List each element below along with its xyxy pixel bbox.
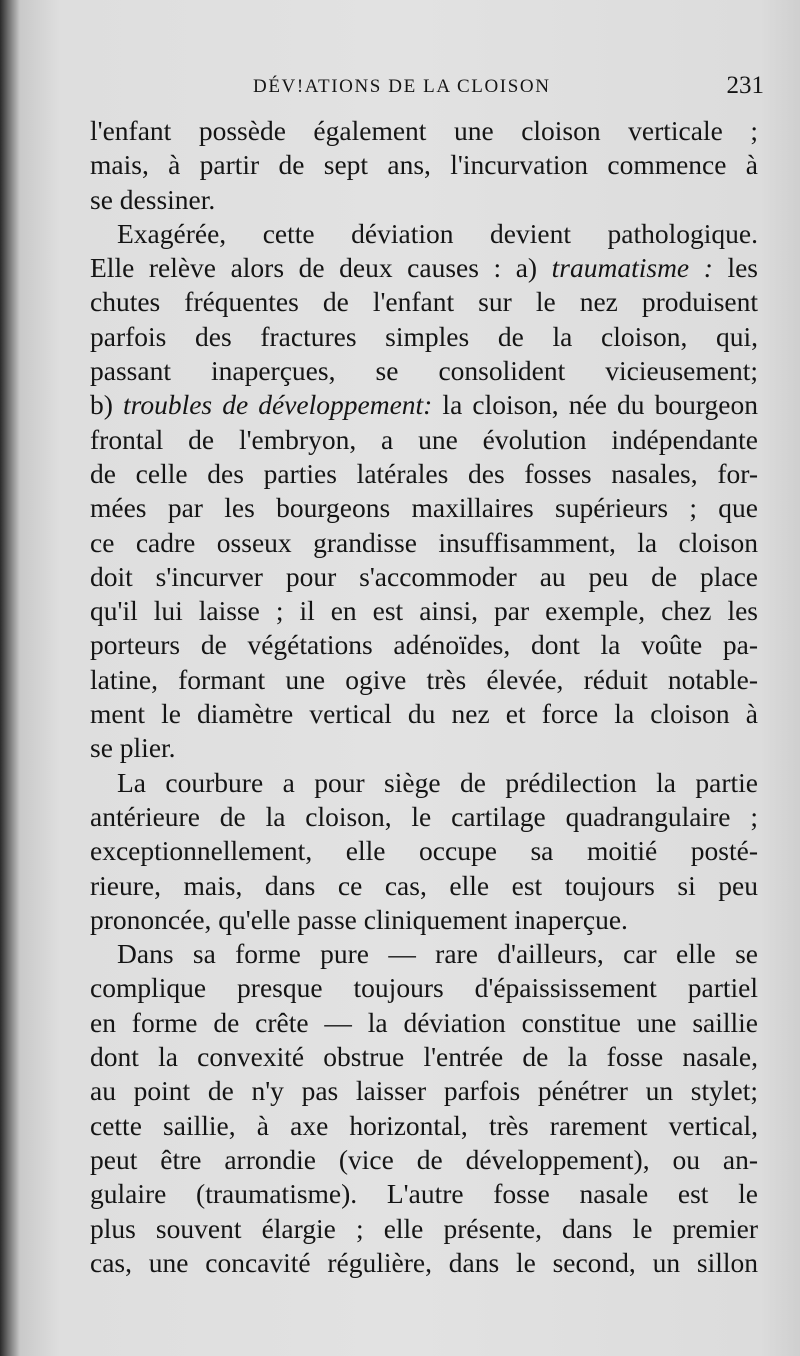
text-line: cette saillie, à axe horizontal, très rarement vertical, xyxy=(90,1109,758,1141)
text-line: gulaire (traumatisme). L'autre fosse nasale est le xyxy=(90,1178,758,1210)
italic-term: troubles de développement: xyxy=(123,389,433,421)
text-line: passant inaperçues, se consolident vicieusement; xyxy=(90,355,758,387)
text-line: de celle des parties latérales des fosses nasales, for- xyxy=(90,457,758,489)
text-line: en forme de crête — la déviation constitue une saillie xyxy=(90,1006,758,1038)
body-text xyxy=(90,114,758,1280)
text-line: peut être arrondie (vice de développement), ou an- xyxy=(90,1143,758,1175)
text-line: ment le diamètre vertical du nez et force la cloison à xyxy=(90,698,758,730)
text-line: antérieure de la cloison, le cartilage quadrangulaire ; xyxy=(90,800,758,832)
text-line: chutes fréquentes de l'enfant sur le nez produisent xyxy=(90,286,758,318)
text-line: complique presque toujours d'épaississement partiel xyxy=(90,972,758,1004)
text-line: doit s'incurver pour s'accommoder au peu de place xyxy=(90,560,758,592)
running-title: DÉV!ATIONS DE LA CLOISON xyxy=(253,76,551,97)
text-line: frontal de l'embryon, a une évolution indépendante xyxy=(90,423,758,455)
paragraph-start-line: La courbure a pour siège de prédilection la partie xyxy=(117,766,758,798)
text-line: se plier. xyxy=(90,732,176,764)
text-line: prononcée, qu'elle passe cliniquement inaperçue. xyxy=(90,903,628,935)
text-line: plus souvent élargie ; elle présente, dans le premier xyxy=(90,1212,758,1244)
text-line: qu'il lui laisse ; il en est ainsi, par exemple, chez les xyxy=(90,595,758,627)
text-line: rieure, mais, dans ce cas, elle est toujours si peu xyxy=(90,869,758,901)
paragraph-start-line: Exagérée, cette déviation devient pathologique. xyxy=(117,217,758,249)
text-line: b) troubles de développement: la cloison, née du bourgeon xyxy=(90,389,758,421)
text-line: l'enfant possède également une cloison verticale ; xyxy=(90,115,758,146)
text-line: porteurs de végétations adénoïdes, dont la voûte pa- xyxy=(90,629,758,661)
text-line: parfois des fractures simples de la cloison, qui, xyxy=(90,320,758,352)
text-line: ce cadre osseux grandisse insuffisamment, la cloison xyxy=(90,526,758,558)
text-line: exceptionnellement, elle occupe sa moitié posté- xyxy=(90,835,758,867)
text-line: latine, formant une ogive très élevée, réduit notable- xyxy=(90,663,758,695)
text-line: mais, à partir de sept ans, l'incurvation commence à xyxy=(90,149,758,181)
text-line: mées par les bourgeons maxillaires supérieurs ; que xyxy=(90,492,758,524)
paragraph-start-line: Dans sa forme pure — rare d'ailleurs, car elle se xyxy=(117,938,758,970)
italic-term: traumatisme : xyxy=(551,252,713,284)
text-line: dont la convexité obstrue l'entrée de la fosse nasale, xyxy=(90,1041,758,1073)
page-number: 231 xyxy=(726,72,764,99)
text-line: Elle relève alors de deux causes : a) traumatisme : les xyxy=(90,252,758,284)
text-line: se dessiner. xyxy=(90,183,216,215)
text-line: cas, une concavité régulière, dans le second, un sillon xyxy=(90,1246,758,1278)
text-line: au point de n'y pas laisser parfois pénétrer un stylet; xyxy=(90,1075,758,1107)
page-header xyxy=(90,72,770,106)
